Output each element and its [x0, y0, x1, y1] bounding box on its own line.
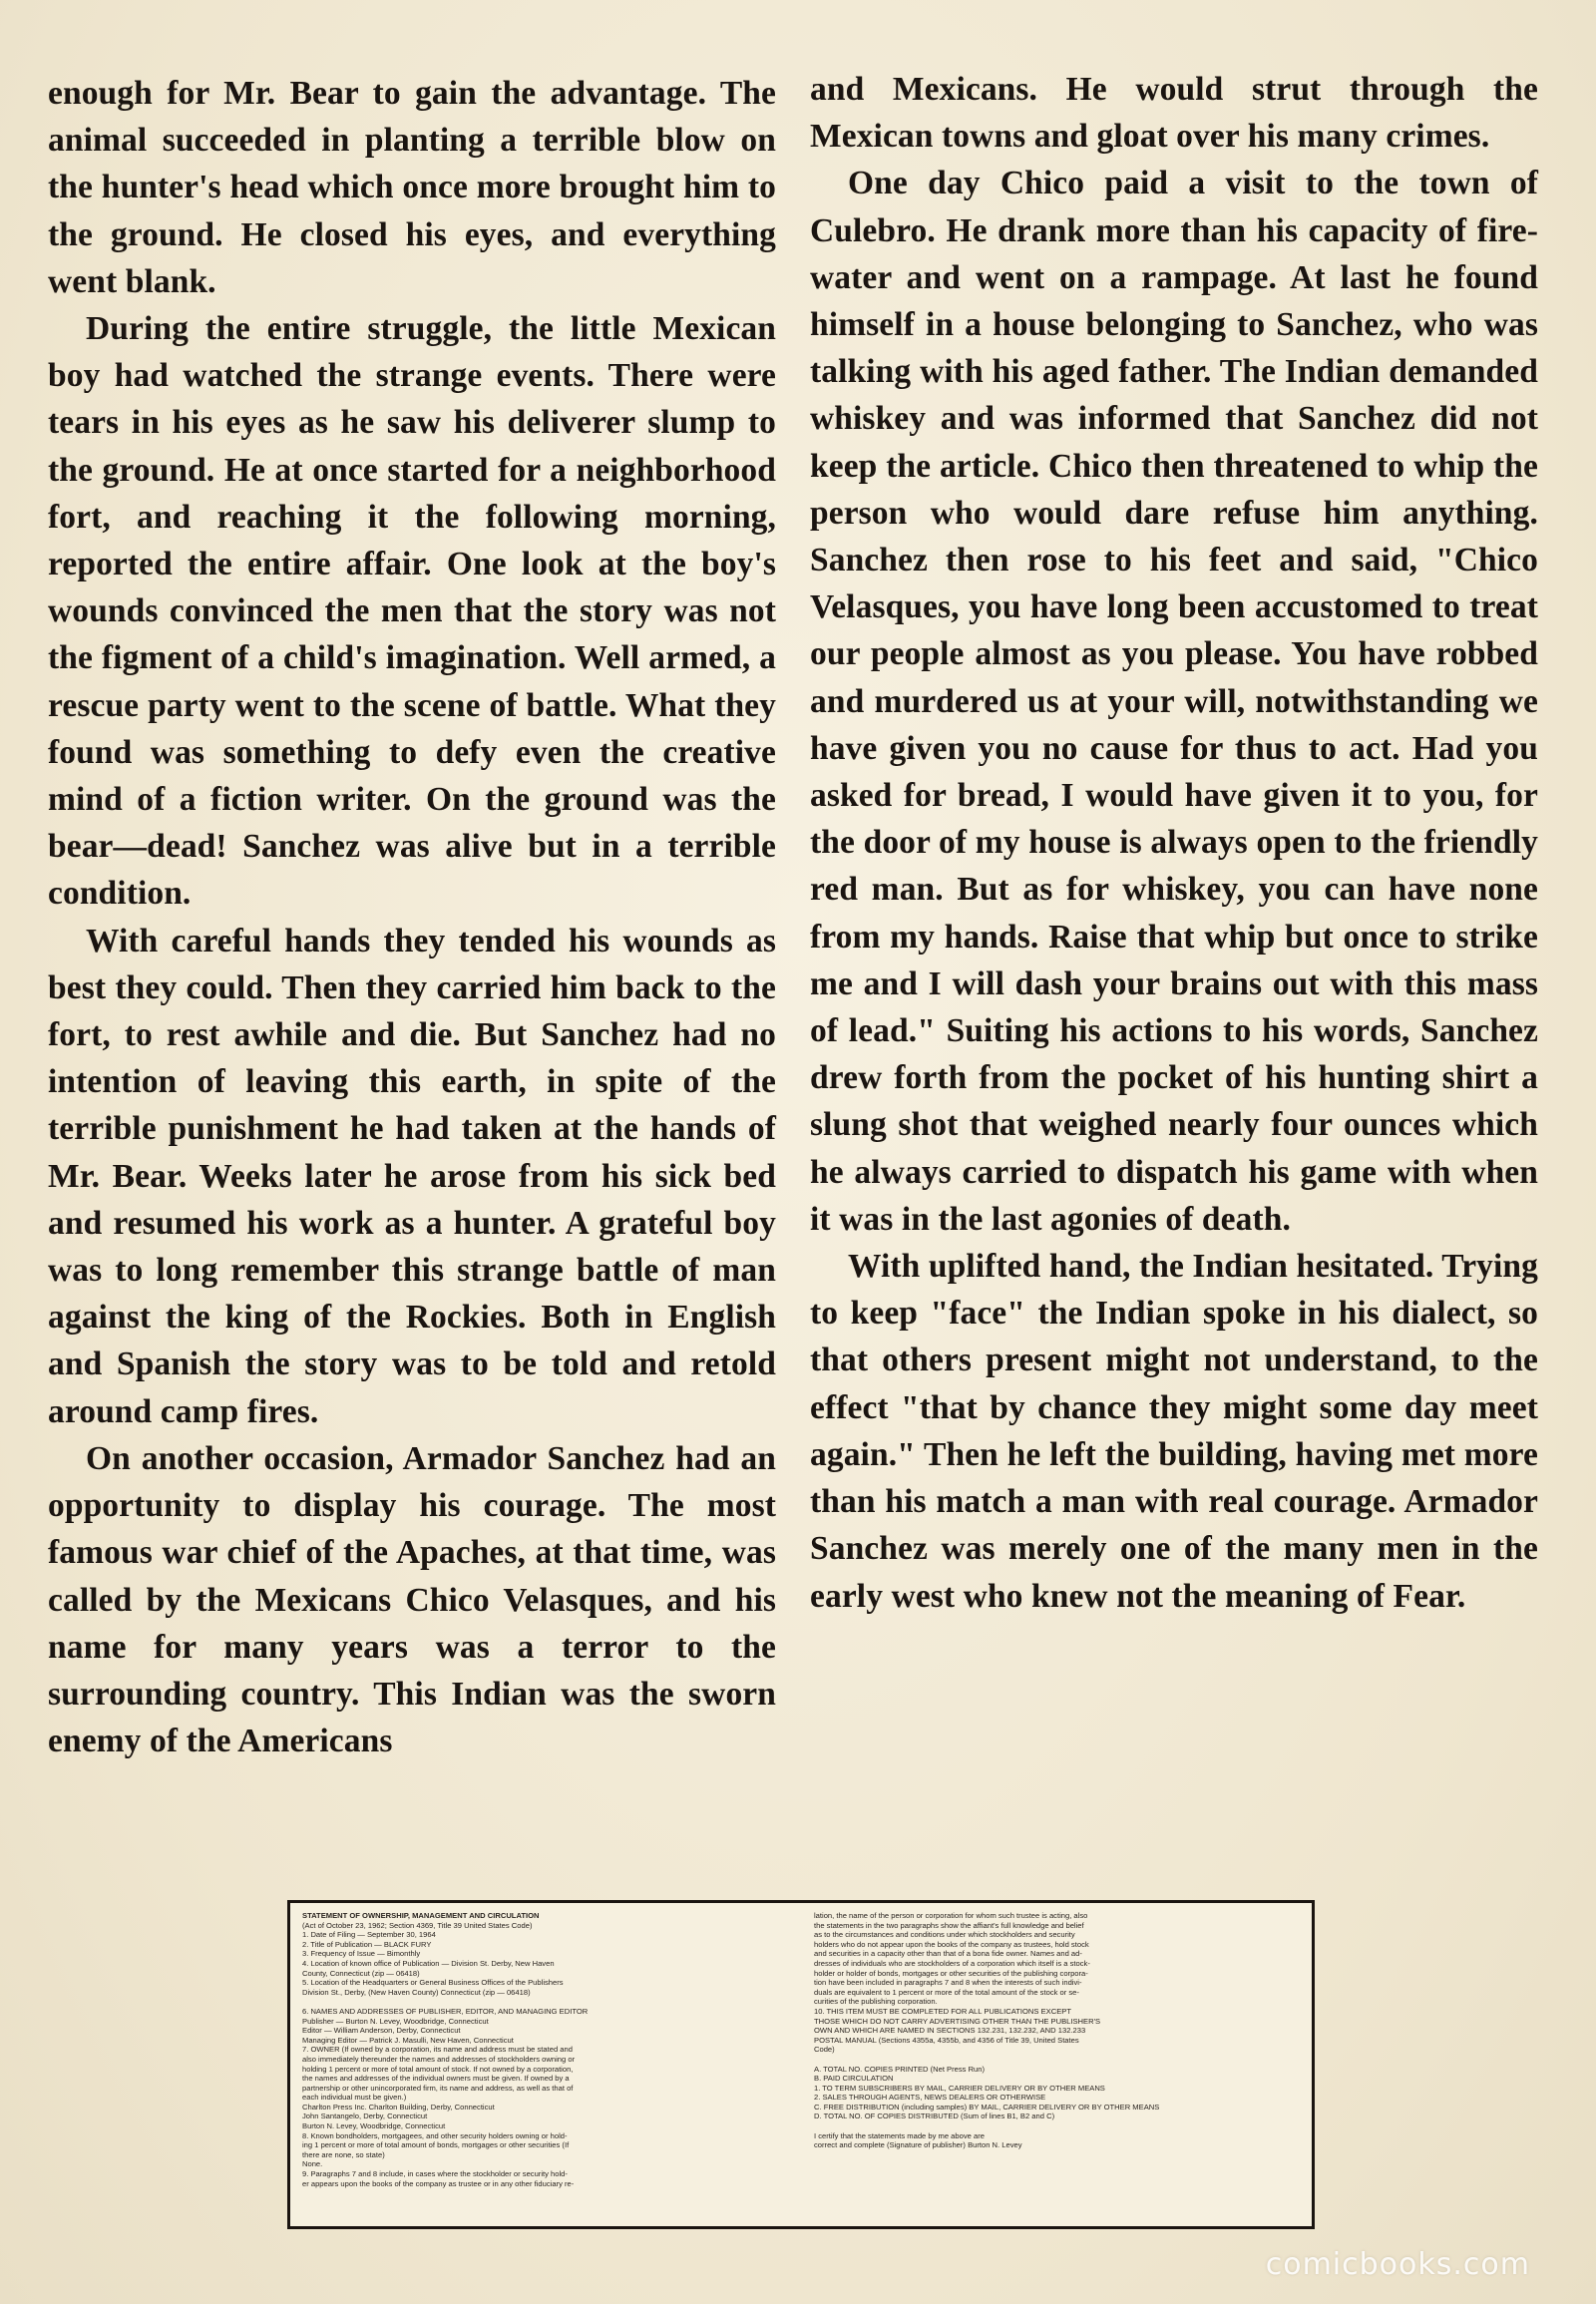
left-paragraph-4: On another occasion, Armador Sanchez had an opportunity to display his courage. The most famous war chief of the Apaches, at that time, was called by the Mexicans Chico Velasques, and his name for many years was a terror to the surrounding country. This Indian was the sworn enemy of the Americans [48, 1439, 776, 1760]
statement-line: er appears upon the books of the company as trustee or in any other fiduciary re- [302, 2178, 575, 2188]
statement-line: Editor — William Anderson, Derby, Connecticut [302, 2026, 461, 2036]
statement-line: 6. NAMES AND ADDRESSES OF PUBLISHER, EDITOR, AND MANAGING EDITOR [302, 2006, 589, 2016]
statement-line: lation, the name of the person or corporation for whom such trustee is acting, also [814, 1911, 1088, 1920]
statement-line: C. FREE DISTRIBUTION (including samples) BY MAIL, CARRIER DELIVERY OR BY OTHER MEANS [814, 2102, 1160, 2112]
statement-line: I certify that the statements made by me above are [814, 2130, 985, 2140]
statement-line: Burton N. Levey, Woodbridge, Connecticut [302, 2121, 446, 2131]
statement-line: as to the circumstances and conditions under which stockholders and security [814, 1930, 1075, 1940]
statement-line: each individual must be given.) [302, 2093, 407, 2103]
statement-line: (Act of October 23, 1962; Section 4369, Title 39 United States Code) [302, 1920, 533, 1930]
statement-line: John Santangelo, Derby, Connecticut [302, 2112, 428, 2121]
statement-line: A. TOTAL NO. COPIES PRINTED (Net Press Run) [814, 2064, 986, 2074]
statement-line: 8. Known bondholders, mortgagees, and other security holders owning or hold- [302, 2130, 568, 2140]
statement-line: Managing Editor — Patrick J. Masulli, New Haven, Connecticut [302, 2035, 514, 2045]
statement-line: STATEMENT OF OWNERSHIP, MANAGEMENT AND CIRCULATION [302, 1911, 540, 1920]
statement-line: the statements in the two paragraphs show the affiant's full knowledge and belief [814, 1920, 1084, 1930]
right-paragraph-2: One day Chico paid a visit to the town of Culebro. He drank more than his capacity of fire-water and went on a rampage. At last he found himself in a house belonging to Sanchez, who was talking with his aged father. The Indian demanded whiskey and was informed that Sanchez did not keep the article. Chico then threatened to whip the person who would dare refuse him anything. Sanchez then rose to his feet and said, "Chico Velasques, you have long been accustomed to treat our people almost as you please. You have robbed and murdered us at your will, notwithstanding we have given you no cause for thus to act. Had you asked for bread, I would have given it to you, for the door of my house is always open to the friendly red man. But as for whiskey, you can have none from my hands. Raise that whip but once to strike me and I will dash your brains out with this mass of lead." Suiting his actions to his words, Sanchez drew forth from the pocket of his hunting shirt a slung shot that weighed nearly four ounces which he always carried to dispatch his game with when it was in the last agonies of death. [810, 165, 1538, 1238]
ownership-statement-box [287, 1900, 1315, 2229]
statement-line: duals are equivalent to 1 percent or more of the total amount of the stock or se- [814, 1987, 1079, 1997]
statement-line: 3. Frequency of Issue — Bimonthly [302, 1949, 421, 1959]
left-paragraph-2: During the entire struggle, the little Mexican boy had watched the strange events. There were tears in his eyes as he saw his deliverer slump to the ground. He at once started for a neighborhood fort, and reaching it the following morning, reported the entire affair. One look at the boy's wounds convinced the men that the story was not the figment of a child's imagination. Well armed, a rescue party went to the scene of battle. What they found was something to defy even the creative mind of a fiction writer. On the ground was the bear—dead! Sanchez was alive but in a terrible condition. [48, 310, 776, 913]
right-text-column [810, 66, 1538, 1620]
statement-line: 5. Location of the Headquarters or General Business Offices of the Publishers [302, 1978, 564, 1988]
statement-right-column [814, 1911, 1300, 2218]
statement-line: THOSE WHICH DO NOT CARRY ADVERTISING OTHER THAN THE PUBLISHER'S [814, 2016, 1101, 2026]
statement-line: None. [302, 2159, 323, 2169]
right-paragraph-1: and Mexicans. He would strut through the Mexican towns and gloat over his many crimes. [810, 71, 1538, 156]
statement-line: D. TOTAL NO. OF COPIES DISTRIBUTED (Sum of lines B1, B2 and C) [814, 2112, 1055, 2121]
statement-line: holding 1 percent or more of total amount of stock. If not owned by a corporation, [302, 2064, 574, 2074]
statement-left-column [302, 1911, 788, 2218]
statement-line: Division St., Derby, (New Haven County) Connecticut (zip — 06418) [302, 1987, 531, 1997]
statement-line: 2. SALES THROUGH AGENTS, NEWS DEALERS OR OTHERWISE [814, 2093, 1046, 2103]
statement-line: partnership or other unincorporated firm, its name and address, as well as that of [302, 2083, 574, 2093]
statement-line: tion have been included in paragraphs 7 and 8 when the interests of such indivi- [814, 1978, 1082, 1988]
statement-line: dresses of individuals who are stockholders of a corporation which itself is a stock- [814, 1958, 1090, 1968]
statement-line [814, 2121, 1300, 2131]
left-paragraph-1: enough for Mr. Bear to gain the advantage. The animal succeeded in planting a terrible blow on the hunter's head which once more brought him to the ground. He closed his eyes, and everything went blank. [48, 75, 776, 300]
watermark: comicbooks.com [1265, 2247, 1530, 2282]
statement-line: County, Connecticut (zip — 06418) [302, 1968, 420, 1978]
statement-line: 9. Paragraphs 7 and 8 include, in cases where the stockholder or security hold- [302, 2169, 568, 2179]
statement-line: 2. Title of Publication — BLACK FURY [302, 1939, 432, 1949]
statement-line: 1. TO TERM SUBSCRIBERS BY MAIL, CARRIER DELIVERY OR BY OTHER MEANS [814, 2083, 1105, 2093]
left-text-column [48, 70, 776, 1764]
statement-line: 4. Location of known office of Publication — Division St. Derby, New Haven [302, 1958, 555, 1968]
statement-line: 7. OWNER (If owned by a corporation, its name and address must be stated and [302, 2045, 573, 2055]
statement-line: also immediately thereunder the names and addresses of stockholders owning or [302, 2054, 576, 2064]
statement-line: there are none, so state) [302, 2149, 385, 2159]
statement-line: the names and addresses of the individual owners must be given. If owned by a [302, 2074, 570, 2084]
statement-line: Publisher — Burton N. Levey, Woodbridge, Connecticut [302, 2016, 489, 2026]
statement-line: 10. THIS ITEM MUST BE COMPLETED FOR ALL PUBLICATIONS EXCEPT [814, 2006, 1071, 2016]
statement-line: B. PAID CIRCULATION [814, 2074, 894, 2084]
statement-line [302, 1997, 788, 2007]
right-paragraph-3: With uplifted hand, the Indian hesitated. Trying to keep "face" the Indian spoke in his dialect, so that others present might not understand, to the effect "that by chance they might some day meet again." Then he left the building, having met more than his match a man with real courage. Armador Sanchez was merely one of the many men in the early west who knew not the meaning of Fear. [810, 1248, 1538, 1615]
statement-line: correct and complete (Signature of publisher) Burton N. Levey [814, 2140, 1022, 2150]
statement-line: OWN AND WHICH ARE NAMED IN SECTIONS 132.231, 132.232, AND 132.233 [814, 2026, 1086, 2036]
statement-line [814, 2055, 1300, 2065]
statement-line: curities of the publishing corporation. [814, 1997, 938, 2007]
statement-line: POSTAL MANUAL (Sections 4355a, 4355b, and 4356 of Title 39, United States [814, 2035, 1079, 2045]
statement-line: Charlton Press Inc. Charlton Building, Derby, Connecticut [302, 2102, 495, 2112]
statement-line: holders who do not appear upon the books of the company as trustees, hold stock [814, 1939, 1089, 1949]
left-paragraph-3: With careful hands they tended his wounds as best they could. Then they carried him back to the fort, to rest awhile and die. But Sanchez had no intention of leaving this earth, in spite of the terrible punishment he had taken at the hands of Mr. Bear. Weeks later he arose from his sick bed and resumed his work as a hunter. A grateful boy was to long remember this strange battle of man against the king of the Rockies. Both in English and Spanish the story was to be told and retold around camp fires. [48, 922, 776, 1430]
statement-line: Code) [814, 2045, 835, 2055]
statement-line: 1. Date of Filing — September 30, 1964 [302, 1930, 436, 1940]
statement-line: ing 1 percent or more of total amount of bonds, mortgages or other securities (If [302, 2140, 570, 2150]
statement-line: and securities in a capacity other than that of a bona fide owner. Names and ad- [814, 1949, 1082, 1959]
statement-line: holder or holder of bonds, mortgages or other securities of the publishing corpora- [814, 1968, 1088, 1978]
